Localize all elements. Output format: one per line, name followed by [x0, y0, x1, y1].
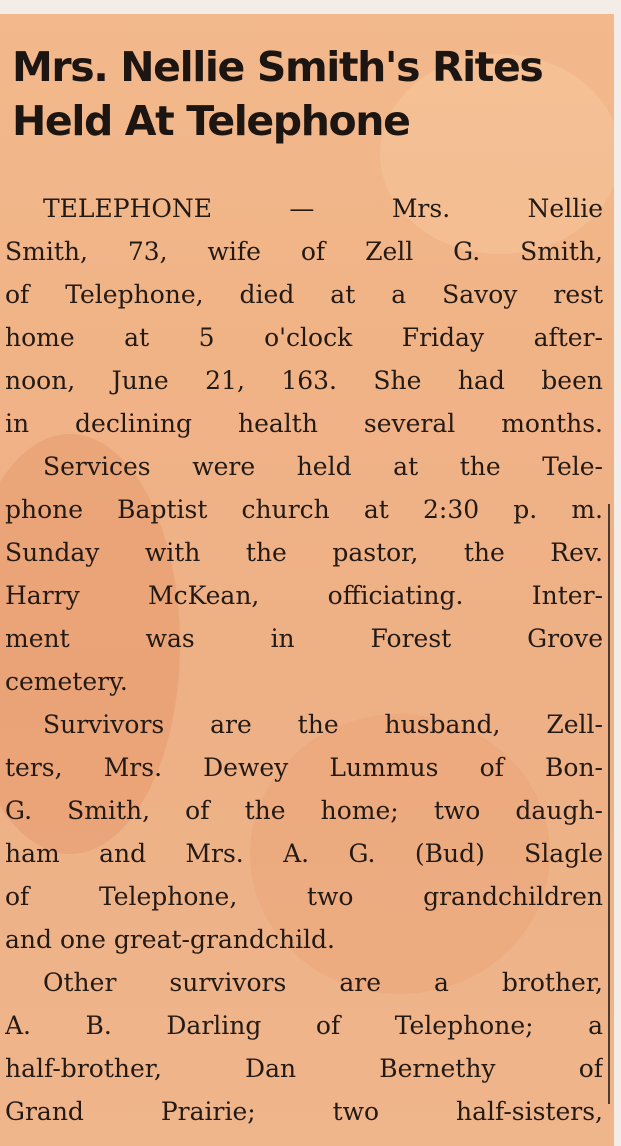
article-text-line: ment was in Forest Grove: [5, 624, 603, 653]
column-rule: [608, 504, 610, 1104]
article-text-line: noon, June 21, 163. She had been: [5, 366, 603, 395]
article-text-line: in declining health several months.: [5, 409, 603, 438]
article-text-line: Smith, 73, wife of Zell G. Smith,: [5, 237, 603, 266]
article-text-line: ters, Mrs. Dewey Lummus of Bon-: [5, 753, 603, 782]
headline-line: Mrs. Nellie Smith's Rites: [12, 43, 543, 91]
article-text-line: Services were held at the Tele-: [43, 452, 603, 481]
article-text-line: and one great-grandchild.: [5, 925, 336, 954]
article-text-line: half-brother, Dan Bernethy of: [5, 1054, 603, 1083]
article-text-line: home at 5 o'clock Friday after-: [5, 323, 603, 352]
article-text-line: phone Baptist church at 2:30 p. m.: [5, 495, 603, 524]
article-text-line: ham and Mrs. A. G. (Bud) Slagle: [5, 839, 603, 868]
article-text-line: of Telephone, died at a Savoy rest: [5, 280, 603, 309]
article-text-line: Sunday with the pastor, the Rev.: [5, 538, 603, 567]
article-text-line: Other survivors are a brother,: [43, 968, 603, 997]
article-text-line: G. Smith, of the home; two daugh-: [5, 796, 603, 825]
article-text-line: of Telephone, two grandchildren: [5, 882, 603, 911]
article-text-line: cemetery.: [5, 667, 128, 696]
article-text-line: TELEPHONE — Mrs. Nellie: [43, 194, 603, 223]
headline-line: Held At Telephone: [12, 97, 410, 145]
article-text-line: Harry McKean, officiating. Inter-: [5, 581, 603, 610]
article-text-line: A. B. Darling of Telephone; a: [5, 1011, 603, 1040]
article-body: [5, 187, 603, 1133]
article-text-line: Grand Prairie; two half-sisters,: [5, 1097, 603, 1126]
article-text-line: Survivors are the husband, Zell-: [43, 710, 603, 739]
newspaper-clipping: [0, 14, 614, 1146]
headline: [12, 40, 612, 148]
